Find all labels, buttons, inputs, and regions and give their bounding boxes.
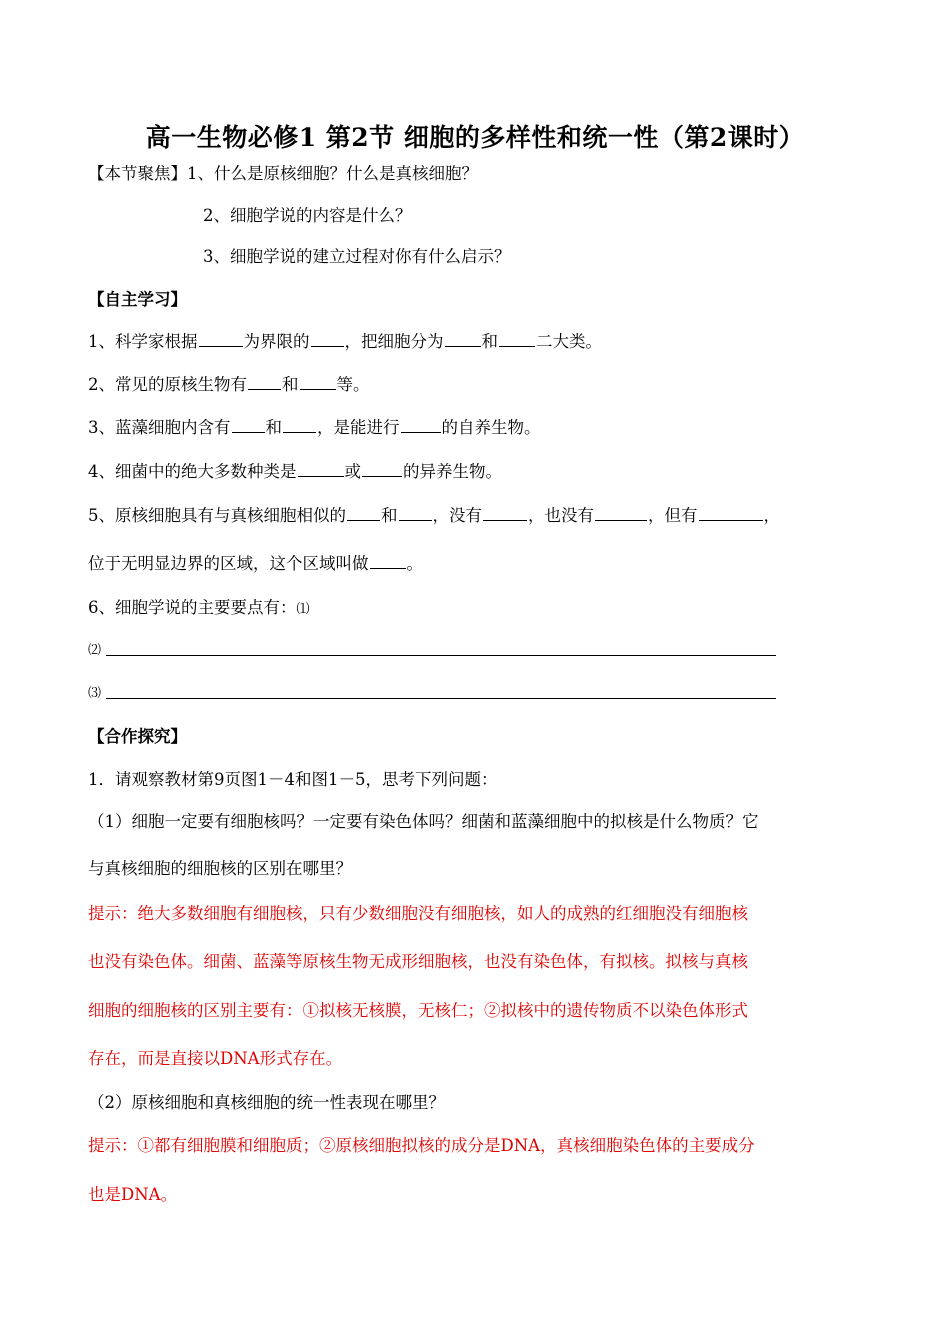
blank[interactable] bbox=[347, 504, 380, 522]
self-study-q3: 3、蓝藻细胞内含有 和 ，是能进行 的自养生物。 bbox=[88, 414, 541, 438]
answer-line[interactable] bbox=[106, 681, 776, 699]
self-study-q6: 6、细胞学说的主要要点有：⑴ bbox=[88, 598, 310, 617]
blank[interactable] bbox=[362, 460, 402, 478]
blank[interactable] bbox=[232, 416, 265, 434]
answer-line[interactable] bbox=[106, 638, 776, 656]
self-study-q4: 4、细菌中的绝大多数种类是 或 的异养生物。 bbox=[88, 458, 502, 482]
hint-2-line-2: 也是DNA。 bbox=[88, 1185, 178, 1204]
blank[interactable] bbox=[445, 330, 481, 348]
blank[interactable] bbox=[483, 504, 527, 522]
hint-2-line-1: 提示：①都有细胞膜和细胞质；②原核细胞拟核的成分是DNA，真核细胞染色体的主要成分 bbox=[88, 1136, 755, 1155]
hint-1-line-4: 存在，而是直接以DNA形式存在。 bbox=[88, 1049, 343, 1068]
focus-label: 【本节聚焦】 bbox=[88, 164, 187, 183]
blank[interactable] bbox=[283, 416, 316, 434]
self-study-q2: 2、常见的原核生物有 和 等。 bbox=[88, 371, 370, 395]
blank[interactable] bbox=[499, 330, 535, 348]
self-study-q5: 5、原核细胞具有与真核细胞相似的 和 ，没有 ，也没有 ，但有 ， bbox=[88, 502, 780, 526]
self-study-q1: 1、科学家根据 为界限的 ，把细胞分为 和 二大类。 bbox=[88, 328, 602, 352]
blank[interactable] bbox=[300, 373, 336, 391]
blank[interactable] bbox=[699, 504, 763, 522]
hint-1-line-2: 也没有染色体。细菌、蓝藻等原核生物无成形细胞核，也没有染色体，有拟核。拟核与真核 bbox=[88, 952, 748, 971]
focus-item-3: 3、细胞学说的建立过程对你有什么启示？ bbox=[203, 247, 511, 266]
blank[interactable] bbox=[199, 330, 243, 348]
question-1-line-2: 与真核细胞的细胞核的区别在哪里？ bbox=[88, 859, 352, 878]
blank[interactable] bbox=[370, 552, 406, 570]
blank[interactable] bbox=[399, 504, 432, 522]
cooperative-heading: 【合作探究】 bbox=[88, 727, 187, 746]
question-1-line-1: （1）细胞一定要有细胞核吗？一定要有染色体吗？细菌和蓝藻细胞中的拟核是什么物质？它 bbox=[88, 812, 759, 831]
hint-1-line-3: 细胞的细胞核的区别主要有：①拟核无核膜，无核仁；②拟核中的遗传物质不以染色体形式 bbox=[88, 1001, 748, 1020]
self-study-heading: 【自主学习】 bbox=[88, 290, 187, 309]
self-study-q5-cont: 位于无明显边界的区域，这个区域叫做 。 bbox=[88, 550, 423, 574]
cooperative-q1-intro: 1．请观察教材第9页图1－4和图1－5，思考下列问题： bbox=[88, 770, 498, 789]
blank[interactable] bbox=[595, 504, 647, 522]
blank[interactable] bbox=[401, 416, 441, 434]
page-title: 高一生物必修1 第2节 细胞的多样性和统一性（第2课时） bbox=[145, 123, 805, 152]
blank[interactable] bbox=[311, 330, 344, 348]
focus-item-1: 1、什么是原核细胞？什么是真核细胞？ bbox=[187, 164, 478, 183]
blank[interactable] bbox=[298, 460, 344, 478]
cell-theory-point-3-label: ⑶ bbox=[88, 686, 102, 701]
question-2: （2）原核细胞和真核细胞的统一性表现在哪里？ bbox=[88, 1093, 445, 1112]
cell-theory-point-2-label: ⑵ bbox=[88, 643, 102, 658]
blank[interactable] bbox=[248, 373, 281, 391]
focus-item-2: 2、细胞学说的内容是什么？ bbox=[203, 206, 412, 225]
hint-1-line-1: 提示：绝大多数细胞有细胞核，只有少数细胞没有细胞核，如人的成熟的红细胞没有细胞核 bbox=[88, 904, 748, 923]
focus-section bbox=[88, 160, 478, 184]
